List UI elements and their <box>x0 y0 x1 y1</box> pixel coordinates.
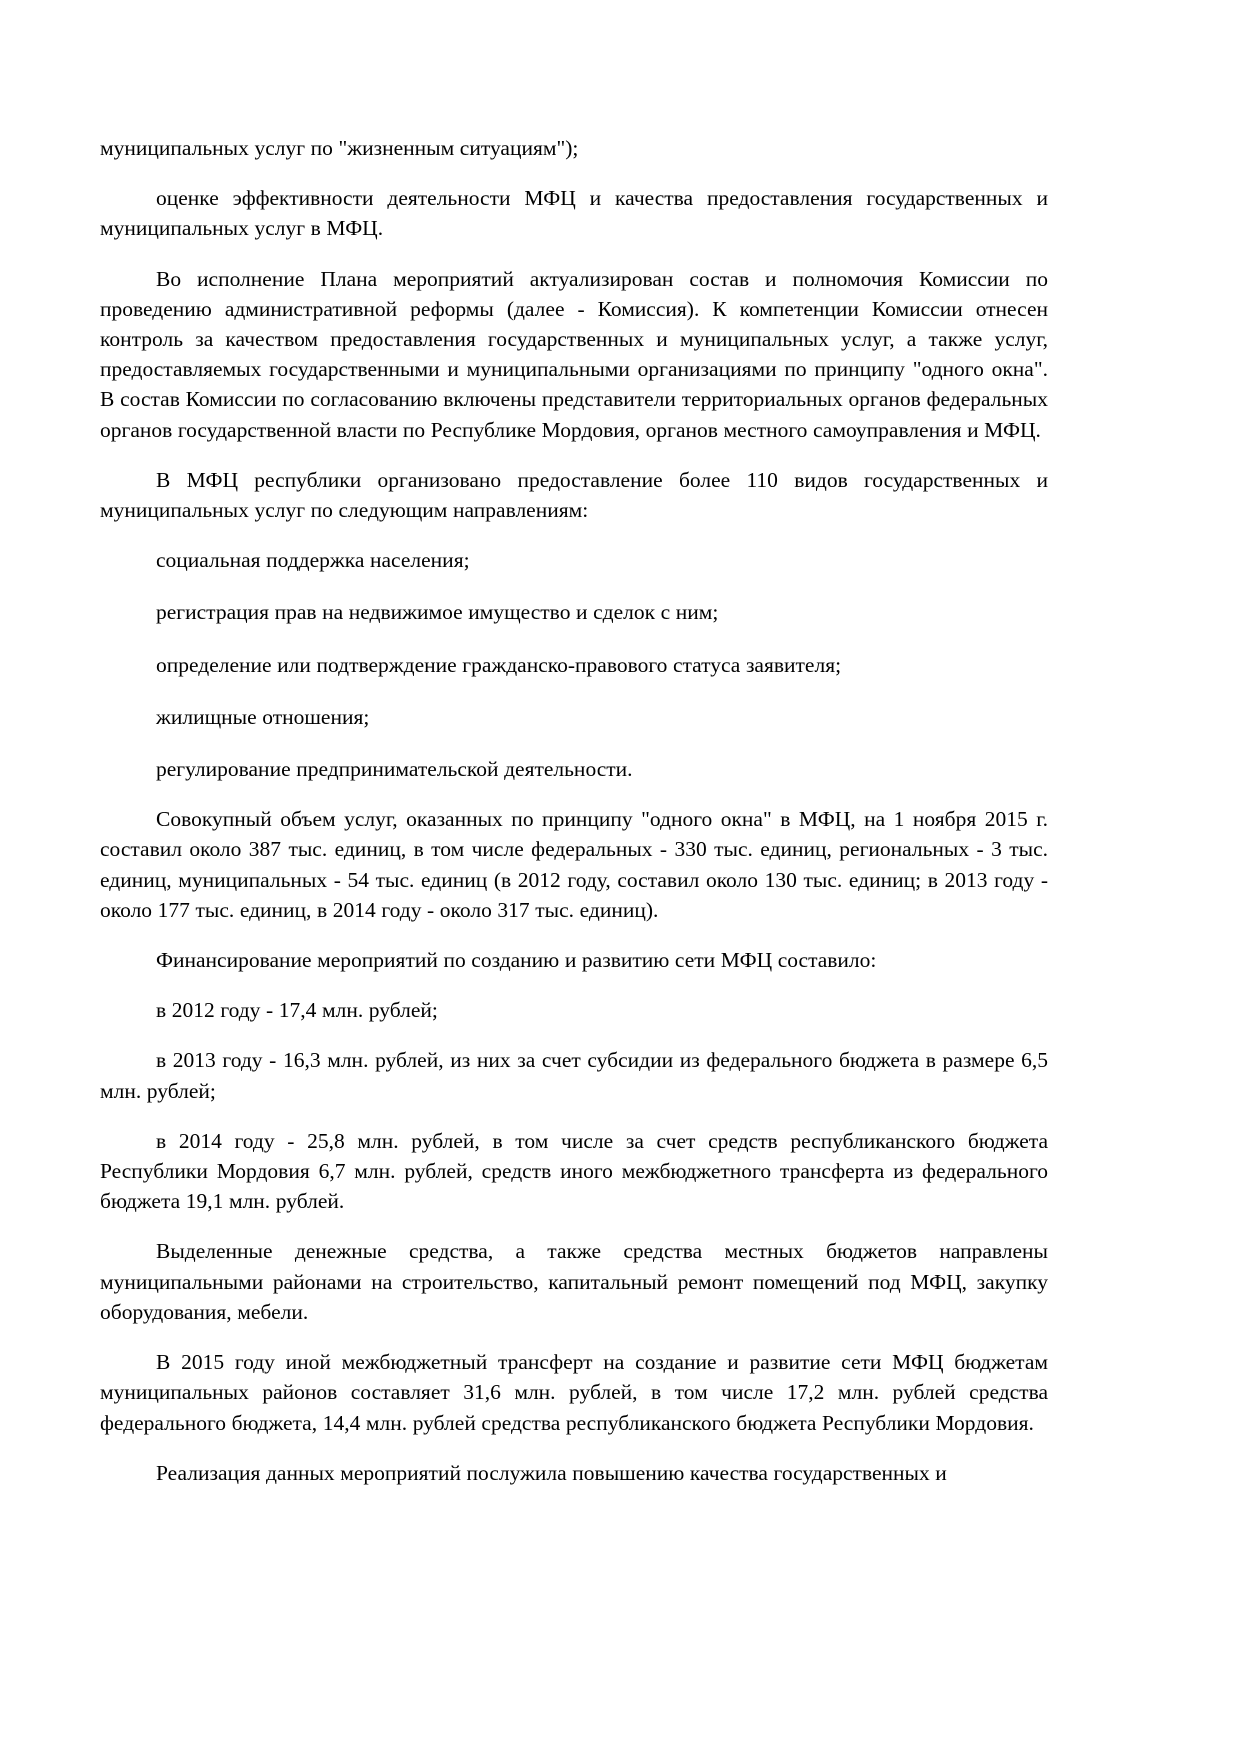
paragraph-financing-2014: в 2014 году - 25,8 млн. рублей, в том числе за счет средств республиканского бюджета Республики Мордовия 6,7 млн. рублей, средств иного межбюджетного трансферта из федерального бюджета 19,1 млн. рублей. <box>100 1128 1048 1214</box>
paragraph-service-volume: Совокупный объем услуг, оказанных по принципу "одного окна" в МФЦ, на 1 ноября 2015 г. составил около 387 тыс. единиц, в том числе федеральных - 330 тыс. единиц, региональных - 3 тыс. единиц, муниципальных - 54 тыс. единиц (в 2012 году, составил около 130 тыс. единиц; в 2013 году - около 177 тыс. единиц, в 2014 году - около 317 тыс. единиц). <box>100 807 1048 922</box>
paragraph-1: муниципальных услуг по "жизненным ситуациям"); <box>100 136 579 160</box>
paragraph-4: В МФЦ республики организовано предоставление более 110 видов государственных и муниципальных услуг по следующим направлениям: <box>100 467 1048 523</box>
paragraph-financing-intro: Финансирование мероприятий по созданию и развитию сети МФЦ составило: <box>156 948 877 973</box>
paragraph-allocated-funds: Выделенные денежные средства, а также средства местных бюджетов направлены муниципальными районами на строительство, капитальный ремонт помещений под МФЦ, закупку оборудования, мебели. <box>100 1239 1048 1324</box>
paragraph-financing-2015: В 2015 году иной межбюджетный трансферт на создание и развитие сети МФЦ бюджетам муниципальных районов составляет 31,6 млн. рублей, в том числе 17,2 млн. рублей средства федерального бюджета, 14,4 млн. рублей средства республиканского бюджета Республики Мордовия. <box>100 1350 1048 1435</box>
list-item-business-regulation: регулирование предпринимательской деятельности. <box>156 757 633 782</box>
list-item-social-support: социальная поддержка населения; <box>156 548 470 573</box>
paragraph-financing-2012: в 2012 году - 17,4 млн. рублей; <box>156 998 438 1023</box>
list-item-housing-relations: жилищные отношения; <box>156 704 370 729</box>
paragraph-financing-2013: в 2013 году - 16,3 млн. рублей, из них за счет субсидии из федерального бюджета в размере 6,5 млн. рублей; <box>100 1048 1048 1103</box>
document-body <box>100 133 1048 1488</box>
paragraph-2: оценке эффективности деятельности МФЦ и качества предоставления государственных и муниципальных услуг в МФЦ. <box>100 186 1048 241</box>
list-item-legal-status: определение или подтверждение гражданско-правового статуса заявителя; <box>156 652 842 677</box>
paragraph-3: Во исполнение Плана мероприятий актуализирован состав и полномочия Комиссии по проведению административной реформы (далее - Комиссия). К компетенции Комиссии отнесен контроль за качеством предоставления государственных и муниципальных услуг, а также услуг, предоставляемых государственными и муниципальными организациями по принципу "одного окна". В состав Комиссии по согласованию включены представители территориальных органов федеральных органов государственной власти по Республике Мордовия, органов местного самоуправления и МФЦ. <box>100 266 1048 442</box>
list-item-property-registration: регистрация прав на недвижимое имущество и сделок с ним; <box>156 600 719 625</box>
paragraph-implementation: Реализация данных мероприятий послужила повышению качества государственных и <box>156 1460 947 1485</box>
